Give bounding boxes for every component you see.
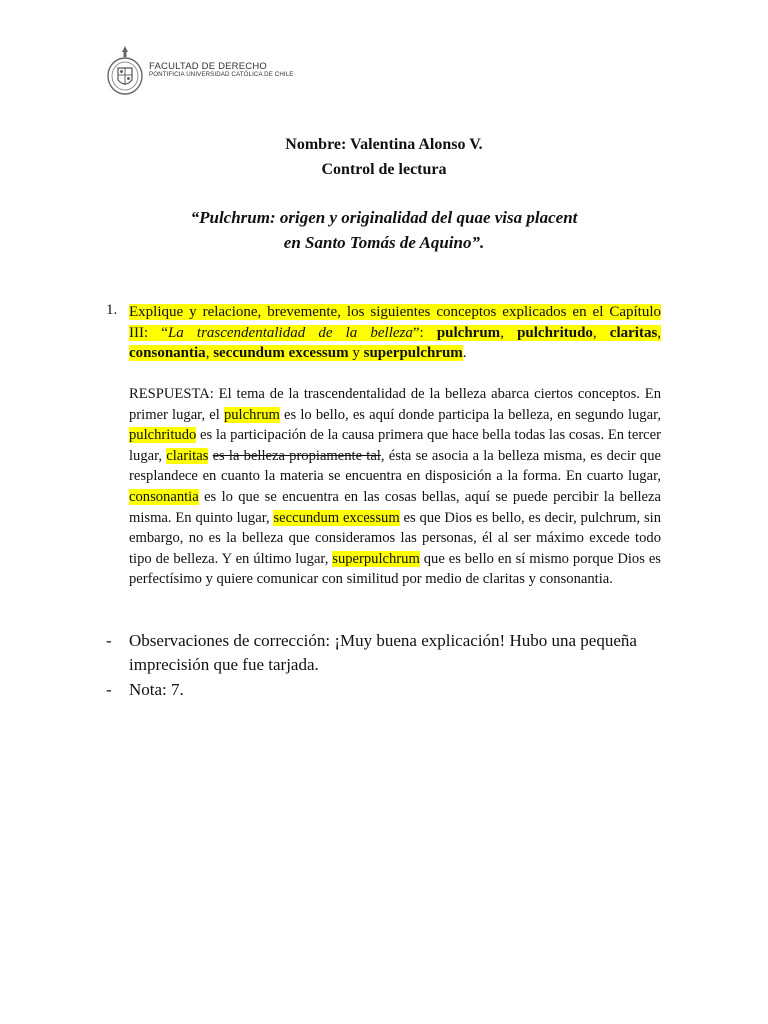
term: pulchritudo <box>517 324 593 341</box>
highlighted-term: claritas <box>166 447 209 464</box>
term: superpulchrum <box>363 345 463 361</box>
answer-paragraph: RESPUESTA: El tema de la trascendentalidad de la belleza abarca ciertos conceptos. En primer lugar, el pulchrum es lo bello, es aquí donde participa la belleza, en segundo lugar, pulchritudo es la participación de la causa primera que hace bella todas las cosas. En tercer lugar, claritas es la belleza propiamente tal, ésta se asocia a la belleza misma, es decir que resplandece en cuanto la materia se encuentra en disposición a la forma. En cuarto lugar, consonantia es lo que se encuentra en las cosas bellas, aquí se puede percibir la belleza misma. En quinto lugar, seccundum excessum es que Dios es bello, es decir, pulchrum, sin embargo, no es la belleza que consideramos las personas, él al ser máximo excede todo tipo de belleza. Y en último lugar, superpulchrum que es bello en sí mismo porque Dios es perfectísimo y quiere comunicar con similitud por medio de claritas y consonantia. <box>129 386 661 588</box>
question-text: Explique y relacione, brevemente, los siguientes conceptos explicados en el Capítulo III: “La trascendentalidad de la belleza”: pulchrum, pulchritudo, claritas, consonantia, seccundum excessum y superpulchrum. <box>129 304 662 361</box>
bullet-dash: - <box>106 631 112 650</box>
reading-title-line2: en Santo Tomás de Aquino”. <box>283 233 485 252</box>
highlighted-term: pulchrum <box>223 406 280 423</box>
highlighted-term: superpulchrum <box>332 550 420 567</box>
highlighted-term: consonantia <box>129 488 199 505</box>
chapter-title: La trascendentalidad de la belleza <box>167 324 413 341</box>
document-subtitle: Control de lectura <box>321 161 447 178</box>
feedback-grade: - Nota: 7. <box>129 678 661 702</box>
term: claritas <box>609 324 658 341</box>
university-name: PONTIFICIA UNIVERSIDAD CATÓLICA DE CHILE <box>149 70 294 78</box>
highlighted-term: seccundum excessum <box>273 509 400 526</box>
feedback-observations: - Observaciones de corrección: ¡Muy buena explicación! Hubo una pequeña imprecisión que fue tarjada. <box>106 631 637 674</box>
faculty-name: FACULTAD DE DERECHO <box>149 60 267 72</box>
university-seal-icon <box>106 44 144 96</box>
term: pulchrum <box>436 324 501 341</box>
student-name: Nombre: Valentina Alonso V. <box>285 136 483 153</box>
highlighted-term: pulchritudo <box>129 427 197 444</box>
reading-title-line1: “Pulchrum: origen y originalidad del quae visa placent <box>190 208 578 227</box>
question-highlight: Explique y relacione, brevemente, los siguientes conceptos explicados en el Capítulo III: “La trascendentalidad de la belleza”: pulchrum, pulchritudo, claritas, consonantia, seccundum excessum y superpulchrum <box>129 304 662 361</box>
faculty-logo <box>106 44 294 96</box>
bullet-dash: - <box>106 680 112 699</box>
struck-text: es la belleza propiamente tal <box>212 447 381 464</box>
term: consonantia <box>129 345 206 361</box>
term: seccundum excessum <box>213 345 349 361</box>
question-number: 1. <box>106 302 118 318</box>
